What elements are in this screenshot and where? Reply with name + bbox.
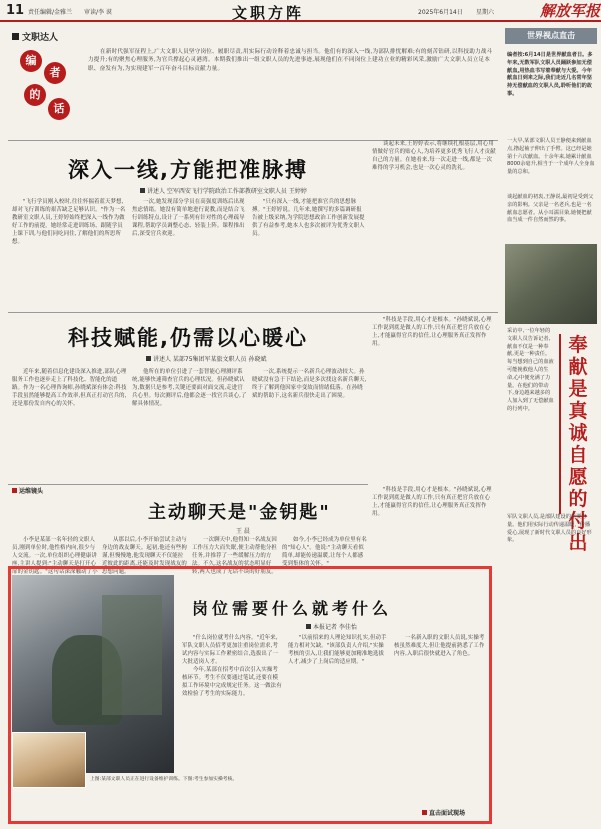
- paragraph: "科技是手段,用心才是根本。"孙晓斌说,心理工作说到底是做人的工作,只有真正把官兵放在心上,才能赢得官兵的信任,让心理服务真正发挥作用。: [372, 487, 492, 517]
- issue-date: 2025年6月14日: [418, 9, 463, 16]
- paragraph: 一次聊天中,他得知一名战友因工作压力大而失眠,便主动帮他分担任务,并推荐了一些缓解压力的方法。不久,这名战友的状态明显好转,两人也成了无话不谈的好朋友。: [192, 537, 277, 575]
- badge-char: 者: [44, 62, 66, 84]
- proofreader-credit: 审读/李 谟: [84, 9, 112, 16]
- article-4-inset-photo: [12, 732, 86, 788]
- column-header-label: 文职达人: [22, 33, 59, 43]
- sidebar-paragraph: 一大早,某部文职人员王静便来到献血点,撸起袖子伸出了手臂。这已经是她第十六次献血。十余年来,她累计献血8000余毫升,相当于一个成年人全身血量的总和。: [507, 138, 595, 176]
- sidebar-paragraph: 谈起献血的初衷,王静说,最初是受到父亲的影响。父亲是一名老兵,也是一名献血志愿者。从小耳濡目染,她便把献血当成一件自然而然的事。: [507, 194, 594, 224]
- sidebar-header: 世界视点直击: [505, 28, 597, 44]
- paragraph: "只有深入一线,才能把准官兵的思想脉搏。"王婷婷说。几年来,她撰写的多篇调研报告被上级采纳,为学院思想政治工作创新发展提供了有益参考,她本人也多次被评为优秀文职人员。: [252, 199, 365, 237]
- paragraph: 一次,她发现部分学员在高强度训练后出现焦虑情绪。她没有简单地进行说教,而是结合飞行训练特点,设计了一系列有针对性的心理疏导课程,帮助学员调整心态、轻装上阵。课程推出后,深受官兵欢迎。: [132, 199, 245, 237]
- paragraph: 如今,小李已经成为单位里有名的"知心人"。他说:"主动聊天看似简单,却能传递温暖,让每个人都感受到集体的关怀。": [282, 537, 367, 567]
- article-3-tag: [12, 486, 43, 495]
- article-1-col-2: [132, 198, 247, 306]
- article-4-col-1: [182, 634, 282, 804]
- square-icon: [12, 33, 19, 40]
- sidebar-photo: [505, 244, 597, 324]
- paragraph: 近年来,随着信息化建设深入推进,部队心理服务工作也逐步走上了科技化、智能化的道路。作为一名心理咨询师,孙晓斌深有体会:科技手段虽然能够提高工作效率,但真正打动官兵的,还是那份发自内心的关怀。: [12, 369, 127, 407]
- badge-char: 话: [48, 98, 70, 120]
- article-3-col-4: [282, 536, 368, 567]
- article-2-headline: 科技赋能,仍需以心暖心: [68, 326, 308, 350]
- divider: [8, 484, 368, 485]
- paragraph: 小李是某部一名年轻的文职人员,刚到单位时,他性格内向,很少与人交流。一次,单位组织心理健康讲座,主讲人提到:"主动聊天是打开心扉的金钥匙。"这句话深深触动了小: [12, 537, 98, 575]
- photo-figure: [102, 595, 162, 715]
- editor-credit: 责任编辑/金雅兰: [28, 9, 73, 16]
- badge-char: 的: [24, 84, 46, 106]
- tag-label: 运维镜头: [19, 488, 44, 495]
- paragraph: "飞行学员刚入校时,往往怀揣着蓝天梦想,却对飞行训练的艰苦缺乏足够认识。"作为一名教研室文职人员,王婷婷始终把深入一线作为做好工作的前提。她经常走进训练场、跟随学员上课下训,与他们同吃同住,了解他们的所思所想。: [12, 199, 126, 245]
- article-3-col-2: [102, 536, 188, 575]
- article-1-byline: [140, 186, 307, 195]
- tag-label: 直击面试现场: [429, 810, 466, 817]
- square-icon: [146, 356, 151, 361]
- byline-text: 本报记者 李佳怡: [313, 624, 357, 631]
- section-title: 文职方阵: [232, 4, 305, 22]
- square-icon: [12, 488, 17, 493]
- article-3-col-3: [192, 536, 278, 575]
- square-icon: [422, 810, 427, 815]
- article-1-col-4: [372, 140, 496, 310]
- sidebar-paragraph: 军队文职人员,是部队建设的重要力量。他们用实际行动传递温暖、传播爱心,展现了新时代文职人员的良好形象。: [507, 514, 592, 544]
- paragraph: 一名新入职的文职人员说,实操考核虽然难度大,但让他提前熟悉了工作内容,入职后很快就进入了角色。: [394, 635, 485, 657]
- editorial-text: 在新时代强军征程上,广大文职人员坚守岗位、履职尽责,用实际行动诠释着忠诚与担当。他们有的深入一线,为部队排忧解难;有的刻苦钻研,以科技助力战斗力提升;有的聚焦心理服务,为官兵撑起心灵港湾。本期我们推出一组文职人员的先进事迹,展现他们在不同岗位上建功立业的精彩风采,激励广大文职人员立足本职、奋发有为,为实现建军一百年奋斗目标贡献力量。: [88, 49, 493, 72]
- article-4-col-2: [288, 634, 388, 804]
- sidebar-intro: 编者按:6月14日是世界献血者日。多年来,无数军队文职人员踊跃参加无偿献血,用热血书写着奉献与大爱。今年献血日到来之际,我们走近几名常年坚持无偿献血的文职人员,聆听他们的故事。: [507, 52, 593, 97]
- paragraph: 从那以后,小李开始尝试主动与身边的战友聊天。起初,他还有些拘谨,但慢慢地,他发现聊天不仅能拉近彼此的距离,还能及时发现战友的思想问题。: [102, 537, 187, 575]
- sidebar-paragraph: 采访中,一位年轻的文职人员告诉记者,献血不仅是一种奉献,更是一种责任。每当想到自己的血液可能挽救他人的生命,心中便充满了力量。在他们的带动下,身边越来越多的人加入到了无偿献血的行列中。: [507, 328, 554, 412]
- paragraph: "以前招来的人理论知识扎实,但动手能力相对欠缺。"该部负责人介绍,"实操考核的引入,让我们能够更加精准地选拔人才,减少了上岗后的适应期。": [288, 635, 387, 665]
- badge-char: 编: [20, 50, 42, 72]
- article-4-byline: [306, 622, 357, 631]
- page-number: 11: [6, 3, 25, 18]
- issue-weekday: 星期六: [476, 9, 495, 16]
- byline-text: 讲述人 空军西安飞行学院政治工作部教研室文职人员 王婷婷: [147, 188, 307, 195]
- square-icon: [140, 188, 145, 193]
- paragraph: 一次,系统提示一名新兵心理波动较大。孙晓斌没有急于下结论,而是多次找这名新兵聊天,终于了解到他因家中变故而情绪低落。在孙晓斌的帮助下,这名新兵很快走出了困境。: [252, 369, 367, 399]
- article-2-col-1: [12, 368, 127, 480]
- article-4-foot-tag: [422, 808, 465, 817]
- paragraph: 今年,某部在招考中首次引入实操考核环节。考生不仅要通过笔试,还要在模拟工作环境中完成规定任务。这一做法有效检验了考生的实际能力。: [182, 667, 282, 697]
- masthead: [0, 0, 601, 22]
- paragraph: 他所在的单位引进了一套智能心理测评系统,能够快速筛查官兵的心理状况。但孙晓斌认为,数据只是参考,关键还要面对面交流,走进官兵心里。每次测评后,他都会逐一找官兵谈心,了解具体情况。: [132, 369, 247, 407]
- paragraph: "什么岗位就考什么内容。"近年来,军队文职人员招考更加注重岗位需求,考试内容与实际工作紧密结合,选拔出了一大批适岗人才。: [182, 635, 279, 665]
- article-1-headline: 深入一线,方能把准脉搏: [68, 158, 308, 182]
- right-sidebar: [505, 26, 597, 826]
- article-2-col-4: [372, 316, 496, 480]
- square-icon: [306, 624, 311, 629]
- article-4-col-3: [394, 634, 488, 804]
- article-1-col-3: [252, 198, 367, 306]
- article-3-headline: 主动聊天是"金钥匙": [148, 502, 331, 523]
- article-4-headline: 岗位需要什么就考什么: [192, 599, 393, 618]
- editorial-badge: [20, 50, 72, 126]
- sidebar-title-bar: [559, 334, 561, 514]
- article-3-col-1: [12, 536, 98, 575]
- article-3-byline: 王 晨: [236, 528, 250, 535]
- sidebar-title: 奉献是真诚自愿的付出: [568, 334, 588, 554]
- article-3-col-5: [372, 486, 496, 564]
- newspaper-logo: 解放军报: [540, 2, 601, 20]
- paragraph: "科技是手段,用心才是根本。"孙晓斌说,心理工作说到底是做人的工作,只有真正把官兵放在心上,才能赢得官兵的信任,让心理服务真正发挥作用。: [372, 317, 492, 347]
- byline-text: 讲述人 某部75集团军某旅文职人员 孙晓斌: [153, 356, 267, 363]
- divider: [8, 312, 498, 313]
- paragraph: 谈起未来,王婷婷表示,将继续扎根基层,用心用情做好官兵的贴心人,为培养更多优秀飞行人才贡献自己的力量。在她看来,每一次走进一线,都是一次难得的学习机会,也是一次心灵的洗礼。: [372, 141, 496, 171]
- article-2-col-3: [252, 368, 367, 480]
- column-header: [6, 30, 66, 44]
- article-1-col-1: [12, 198, 127, 306]
- article-2-byline: [146, 354, 266, 363]
- article-4-caption: 上图:某部文职人员正在进行设备维护训练。下图:考生参加实操考核。: [90, 777, 238, 782]
- article-2-col-2: [132, 368, 247, 480]
